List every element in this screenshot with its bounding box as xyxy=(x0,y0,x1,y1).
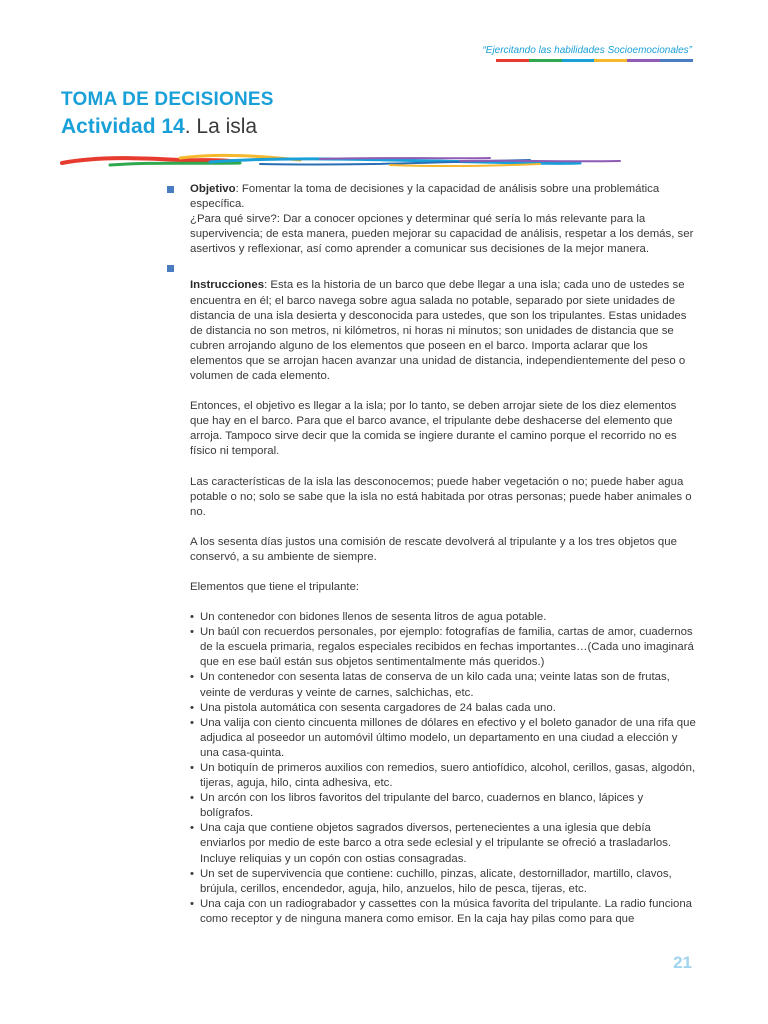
list-item: • Un contenedor con bidones llenos de sesenta litros de agua potable. xyxy=(190,610,696,625)
elements-intro: Elementos que tiene el tripulante: xyxy=(190,580,360,593)
objetivo-text: : Fomentar la toma de decisiones y la capacidad de análisis sobre una problemática específica. xyxy=(190,183,660,211)
elements-list xyxy=(190,610,696,927)
instrucciones-paragraph xyxy=(190,278,696,384)
rule-segment-navy xyxy=(660,59,693,62)
list-item: • Una caja con un radiograbador y cassettes con la música favorita del tripulante. La radio funciona como receptor y de ninguna manera como emisor. En la caja hay pilas como para que xyxy=(190,897,696,927)
list-item: • Un arcón con los libros favoritos del tripulante del barco, cuadernos en blanco, lápices y bolígrafos. xyxy=(190,791,696,821)
activity-content xyxy=(190,182,696,927)
rule-segment-green xyxy=(529,59,562,62)
rule-segment-red xyxy=(496,59,529,62)
list-item: • Un set de supervivencia que contiene: cuchillo, pinzas, alicate, destornillador, martillo, clavos, brújula, cerillos, encendedor, aguja, hilo, anzuelos, hilo de pesca, tijeras, etc. xyxy=(190,867,696,897)
objetivo-bullet-icon xyxy=(167,186,174,193)
decorative-brush-strokes xyxy=(60,150,700,172)
body-paragraph: A los sesenta días justos una comisión de rescate devolverá al tripulante y a los tres objetos que conservó, a su ambiente de siempre. xyxy=(190,535,677,563)
activity-title xyxy=(61,115,257,139)
header-color-rule xyxy=(496,59,693,62)
running-header-title: “Ejercitando las habilidades Socioemocionales” xyxy=(482,45,692,56)
objetivo-paragraph xyxy=(190,182,696,212)
rule-segment-blue xyxy=(562,59,595,62)
objetivo-label: Objetivo xyxy=(190,183,236,195)
activity-label: Actividad 14 xyxy=(61,115,185,138)
instrucciones-text: : Esta es la historia de un barco que debe llegar a una isla; cada uno de ustedes se encuentra en él; el barco navega sobre agua salada no potable, separado por siete unidades de distancia de una isla desierta y desconocida para ustedes, que son los tripulantes. Estas unidades de distancia no son metros, ni kilómetros, ni horas ni minutos; son unidades de distancia que se cubren arrojando alguno de los elementos que poseen en el barco. Importa aclarar que los elementos que se arrojan hacen avanzar una unidad de distancia, independientemente del peso o volumen de cada elemento. xyxy=(190,279,687,383)
page-number: 21 xyxy=(673,953,692,972)
activity-name: . La isla xyxy=(184,115,258,138)
list-item: • Un baúl con recuerdos personales, por ejemplo: fotografías de familia, cartas de amor, cuadernos de la escuela primaria, regalos especiales recibidos en fechas importantes…(Cada uno imaginará que en ese baúl están sus objetos sentimentalmente más queridos.) xyxy=(190,625,696,670)
body-paragraph: Las características de la isla las desconocemos; puede haber vegetación o no; puede haber agua potable o no; solo se sabe que la isla no está habitada por otras personas; puede haber animales o no. xyxy=(190,475,692,518)
rule-segment-yellow xyxy=(594,59,627,62)
list-item: • Una caja que contiene objetos sagrados diversos, pertenecientes a una iglesia que debía enviarlos por medio de este barco a otra sede eclesial y el tripulante se ofreció a trasladarlos. Incluye reliquias y un copón con ostias consagradas. xyxy=(190,821,696,866)
body-paragraph: Entonces, el objetivo es llegar a la isla; por lo tanto, se deben arrojar siete de los diez elementos que hay en el barco. Para que el barco avance, el tripulante debe deshacerse del elemento que arroja. Tampoco sirve decir que la comida se ingiere durante el camino porque el recorrido no es físico ni temporal. xyxy=(190,400,677,458)
list-item: • Un botiquín de primeros auxilios con remedios, suero antiofídico, alcohol, cerillos, gasas, algodón, tijeras, aguja, hilo, cinta adhesiva, etc. xyxy=(190,761,696,791)
section-title: TOMA DE DECISIONES xyxy=(61,89,274,110)
instrucciones-label: Instrucciones xyxy=(190,279,265,292)
instrucciones-bullet-icon xyxy=(167,265,174,272)
rule-segment-purple xyxy=(627,59,660,62)
para-que-sirve-paragraph: ¿Para qué sirve?: Dar a conocer opciones y determinar qué sería lo más relevante para la supervivencia; de esta manera, pueden mejorar su capacidad de análisis, respetar a los demás, ser asertivos y reflexionar, así como aprender a comunicar sus decisiones de la mejor manera. xyxy=(190,213,694,256)
list-item: • Una pistola automática con sesenta cargadores de 24 balas cada uno. xyxy=(190,701,696,716)
list-item: • Una valija con ciento cincuenta millones de dólares en efectivo y el boleto ganador de una rifa que adjudica al poseedor un automóvil último modelo, un departamento en una ciudad a elección y una casa-quinta. xyxy=(190,716,696,761)
list-item: • Un contenedor con sesenta latas de conserva de un kilo cada una; veinte latas son de frutas, veinte de verduras y veinte de carnes, salchichas, etc. xyxy=(190,670,696,700)
